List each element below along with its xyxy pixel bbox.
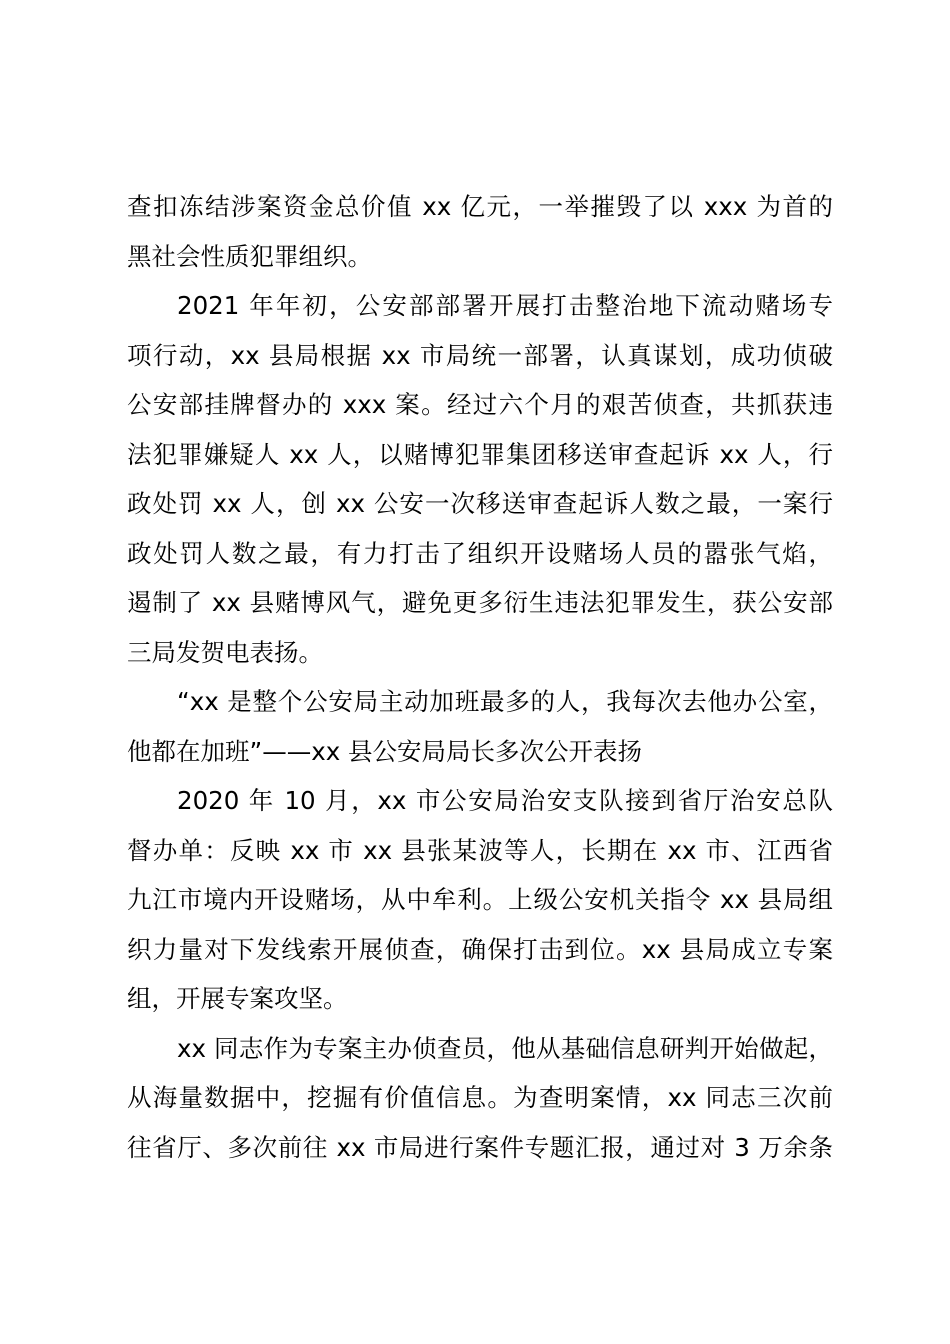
- text-line: xx 同志作为专案主办侦查员，他从基础信息研判开始做起，: [177, 1033, 833, 1063]
- text-line: 法犯罪嫌疑人 xx 人，以赌博犯罪集团移送审查起诉 xx 人，行: [127, 439, 833, 469]
- text-line: 政处罚 xx 人，创 xx 公安一次移送审查起诉人数之最，一案行: [127, 489, 833, 518]
- text-line: 往省厅、多次前往 xx 市局进行案件专题汇报，通过对 3 万余条: [127, 1132, 833, 1162]
- text-line: 织力量对下发线索开展侦查，确保打击到位。xx 县局成立专案: [127, 934, 833, 964]
- text-line: 三局发贺电表扬。: [127, 637, 323, 667]
- text-line: 九江市境内开设赌场，从中牟利。上级公安机关指令 xx 县局组: [127, 885, 833, 914]
- text-line: 他都在加班”——xx 县公安局局长多次公开表扬: [127, 736, 642, 766]
- text-line: 查扣冻结涉案资金总价值 xx 亿元，一举摧毁了以 xxx 为首的: [127, 192, 833, 221]
- text-line: 督办单：反映 xx 市 xx 县张某波等人，长期在 xx 市、江西省: [127, 835, 833, 865]
- text-line: 从海量数据中，挖掘有价值信息。为查明案情，xx 同志三次前: [127, 1083, 833, 1112]
- text-line: 政处罚人数之最，有力打击了组织开设赌场人员的嚣张气焰，: [127, 538, 833, 568]
- text-line: 公安部挂牌督办的 xxx 案。经过六个月的艰苦侦查，共抓获违: [127, 390, 833, 419]
- text-line: 2021 年年初，公安部部署开展打击整治地下流动赌场专: [177, 291, 833, 320]
- text-line: 黑社会性质犯罪组织。: [127, 241, 372, 271]
- text-line: 2020 年 10 月，xx 市公安局治安支队接到省厅治安总队: [177, 786, 833, 815]
- text-line: 项行动，xx 县局根据 xx 市局统一部署，认真谋划，成功侦破: [127, 340, 833, 370]
- text-line: “xx 是整个公安局主动加班最多的人，我每次去他办公室，: [177, 687, 833, 716]
- text-line: 组，开展专案攻坚。: [127, 984, 348, 1013]
- text-line: 遏制了 xx 县赌博风气，避免更多衍生违法犯罪发生，获公安部: [127, 588, 833, 617]
- document-body: [127, 182, 833, 1172]
